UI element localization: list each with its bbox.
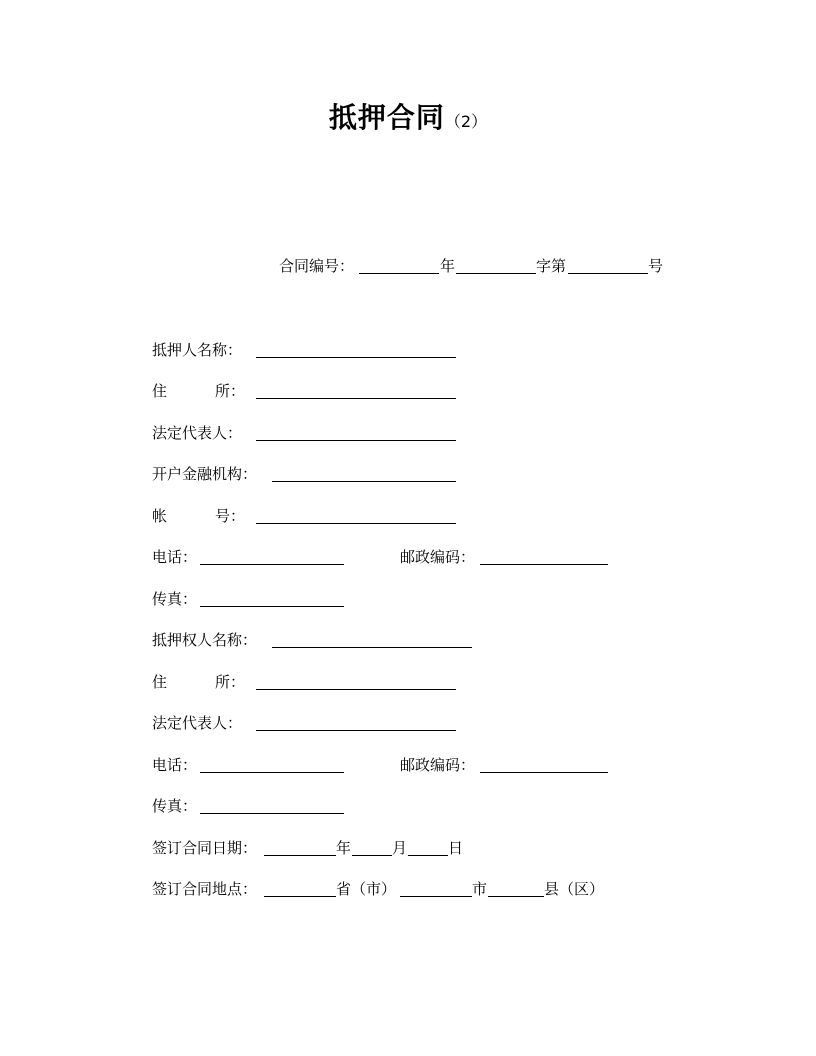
sign-month-blank[interactable] xyxy=(352,855,392,856)
mortgagee-phone-blank[interactable] xyxy=(200,772,344,773)
mortgagor-name-blank[interactable] xyxy=(256,357,456,358)
sign-province-blank[interactable] xyxy=(264,896,336,897)
mortgagor-fax-label: 传真： xyxy=(152,590,198,608)
mortgagee-legal-rep-label: 法定代表人： xyxy=(152,714,243,732)
contract-year-text: 年 xyxy=(440,257,456,275)
sign-province-text: 省（市） xyxy=(336,880,397,898)
contract-year-blank[interactable] xyxy=(359,273,439,274)
sign-city-text: 市 xyxy=(472,880,488,898)
sign-county-blank[interactable] xyxy=(488,896,544,897)
sign-county-text: 县（区） xyxy=(544,880,605,898)
mortgagee-residence-label-1: 住 xyxy=(152,673,168,691)
mortgagor-phone-blank[interactable] xyxy=(200,564,344,565)
mortgagee-legal-rep-blank[interactable] xyxy=(256,730,456,731)
mortgagee-residence-blank[interactable] xyxy=(256,689,456,690)
mortgagor-postal-blank[interactable] xyxy=(480,564,608,565)
mortgagee-phone-label: 电话： xyxy=(152,756,198,774)
mortgagor-name-label: 抵押人名称： xyxy=(152,341,243,359)
mortgagor-phone-label: 电话： xyxy=(152,548,198,566)
mortgagee-postal-label: 邮政编码： xyxy=(400,756,476,774)
sign-month-text: 月 xyxy=(392,839,408,857)
mortgagor-legal-rep-label: 法定代表人： xyxy=(152,424,243,442)
contract-zi-blank[interactable] xyxy=(456,273,536,274)
sign-year-blank[interactable] xyxy=(264,855,336,856)
document-title xyxy=(0,96,816,136)
contract-zi-text: 字第 xyxy=(536,257,567,275)
sign-place-label: 签订合同地点： xyxy=(152,880,258,898)
contract-hao-blank[interactable] xyxy=(568,273,648,274)
mortgagee-fax-label: 传真： xyxy=(152,797,198,815)
sign-day-blank[interactable] xyxy=(408,855,448,856)
mortgagor-account-label-1: 帐 xyxy=(152,507,168,525)
mortgagee-name-label: 抵押权人名称： xyxy=(152,631,258,649)
sign-date-label: 签订合同日期： xyxy=(152,839,258,857)
mortgagor-residence-label-2: 所： xyxy=(215,382,246,400)
mortgagee-name-blank[interactable] xyxy=(272,647,472,648)
mortgagee-fax-blank[interactable] xyxy=(200,813,344,814)
mortgagor-account-label-2: 号： xyxy=(215,507,246,525)
mortgagor-fax-blank[interactable] xyxy=(200,606,344,607)
mortgagor-bank-label: 开户金融机构： xyxy=(152,465,258,483)
title-main: 抵押合同 xyxy=(328,101,445,134)
mortgagor-residence-label-1: 住 xyxy=(152,382,168,400)
mortgagor-legal-rep-blank[interactable] xyxy=(256,440,456,441)
mortgagee-postal-blank[interactable] xyxy=(480,772,608,773)
title-number: （2） xyxy=(444,112,488,131)
mortgagor-bank-blank[interactable] xyxy=(272,481,456,482)
contract-number-label: 合同编号： xyxy=(279,257,355,275)
mortgagee-residence-label-2: 所： xyxy=(215,673,246,691)
contract-hao-text: 号 xyxy=(648,257,664,275)
mortgagor-postal-label: 邮政编码： xyxy=(400,548,476,566)
sign-day-text: 日 xyxy=(448,839,464,857)
mortgagor-residence-blank[interactable] xyxy=(256,398,456,399)
sign-year-text: 年 xyxy=(336,839,352,857)
mortgagor-account-blank[interactable] xyxy=(256,523,456,524)
sign-city-blank[interactable] xyxy=(400,896,472,897)
